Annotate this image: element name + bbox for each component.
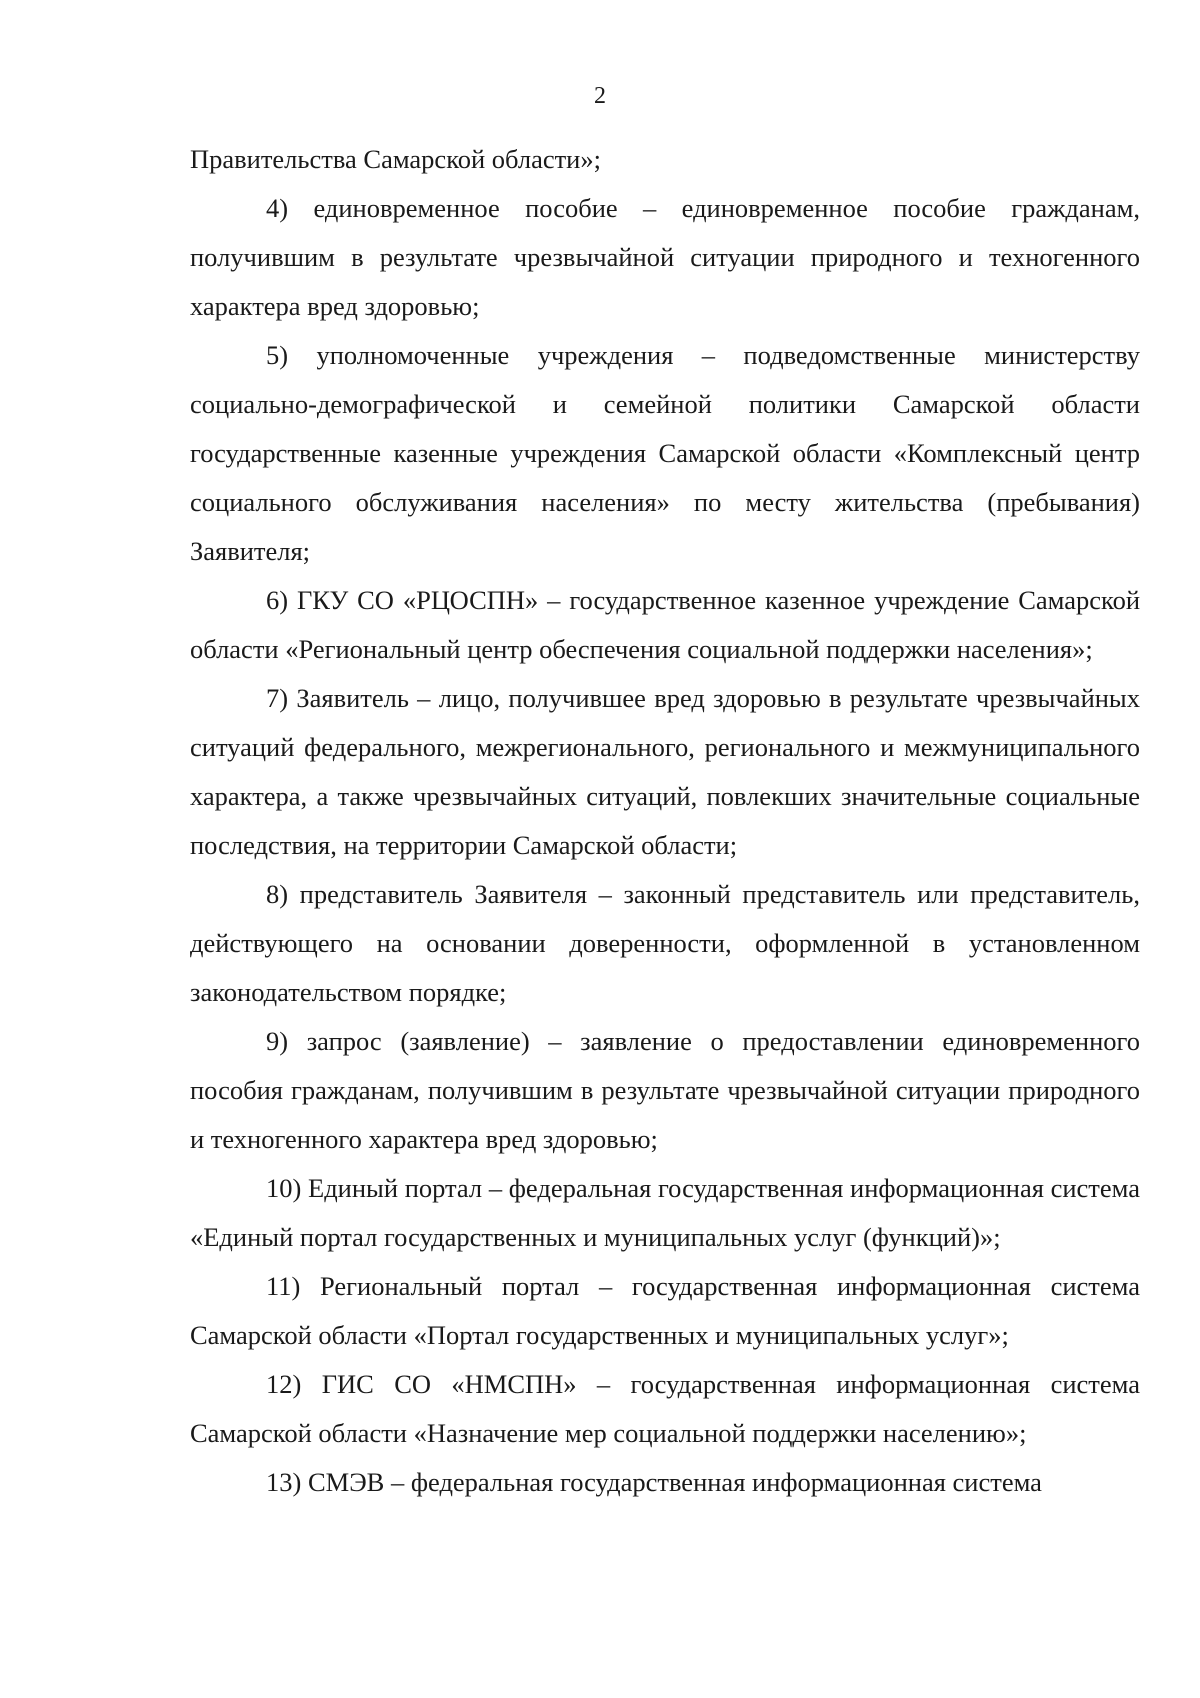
paragraph-definition-12: 12) ГИС СО «НМСПН» – государственная информационная система Самарской области «Назначение мер социальной поддержки населению»;: [190, 1369, 1140, 1448]
document-body: [190, 135, 1140, 1507]
paragraph-definition-10: 10) Единый портал – федеральная государственная информационная система «Единый портал государственных и муниципальных услуг (функций)»;: [190, 1173, 1140, 1252]
paragraph-definition-11: 11) Региональный портал – государственная информационная система Самарской области «Портал государственных и муниципальных услуг»;: [190, 1271, 1140, 1350]
paragraph-definition-7: 7) Заявитель – лицо, получившее вред здоровью в результате чрезвычайных ситуаций федерального, межрегионального, регионального и межмуниципального характера, а также чрезвычайных ситуаций, повлекших значительные социальные последствия, на территории Самарской области;: [190, 683, 1140, 860]
page-number: 2: [594, 83, 606, 109]
paragraph-definition-6: 6) ГКУ СО «РЦОСПН» – государственное казенное учреждение Самарской области «Региональный центр обеспечения социальной поддержки населения»;: [190, 585, 1140, 664]
paragraph-definition-5: 5) уполномоченные учреждения – подведомственные министерству социально-демографической и семейной политики Самарской области государственные казенные учреждения Самарской области «Комплексный центр социального обслуживания населения» по месту жительства (пребывания) Заявителя;: [190, 340, 1140, 566]
paragraph-definition-13: 13) СМЭВ – федеральная государственная информационная система: [266, 1467, 1042, 1497]
paragraph-definition-9: 9) запрос (заявление) – заявление о предоставлении единовременного пособия гражданам, получившим в результате чрезвычайной ситуации природного и техногенного характера вред здоровью;: [190, 1026, 1140, 1154]
paragraph-continuation: Правительства Самарской области»;: [190, 144, 601, 174]
paragraph-definition-8: 8) представитель Заявителя – законный представитель или представитель, действующего на основании доверенности, оформленной в установленном законодательством порядке;: [190, 879, 1140, 1007]
paragraph-definition-4: 4) единовременное пособие – единовременное пособие гражданам, получившим в результате чрезвычайной ситуации природного и техногенного характера вред здоровью;: [190, 193, 1140, 321]
